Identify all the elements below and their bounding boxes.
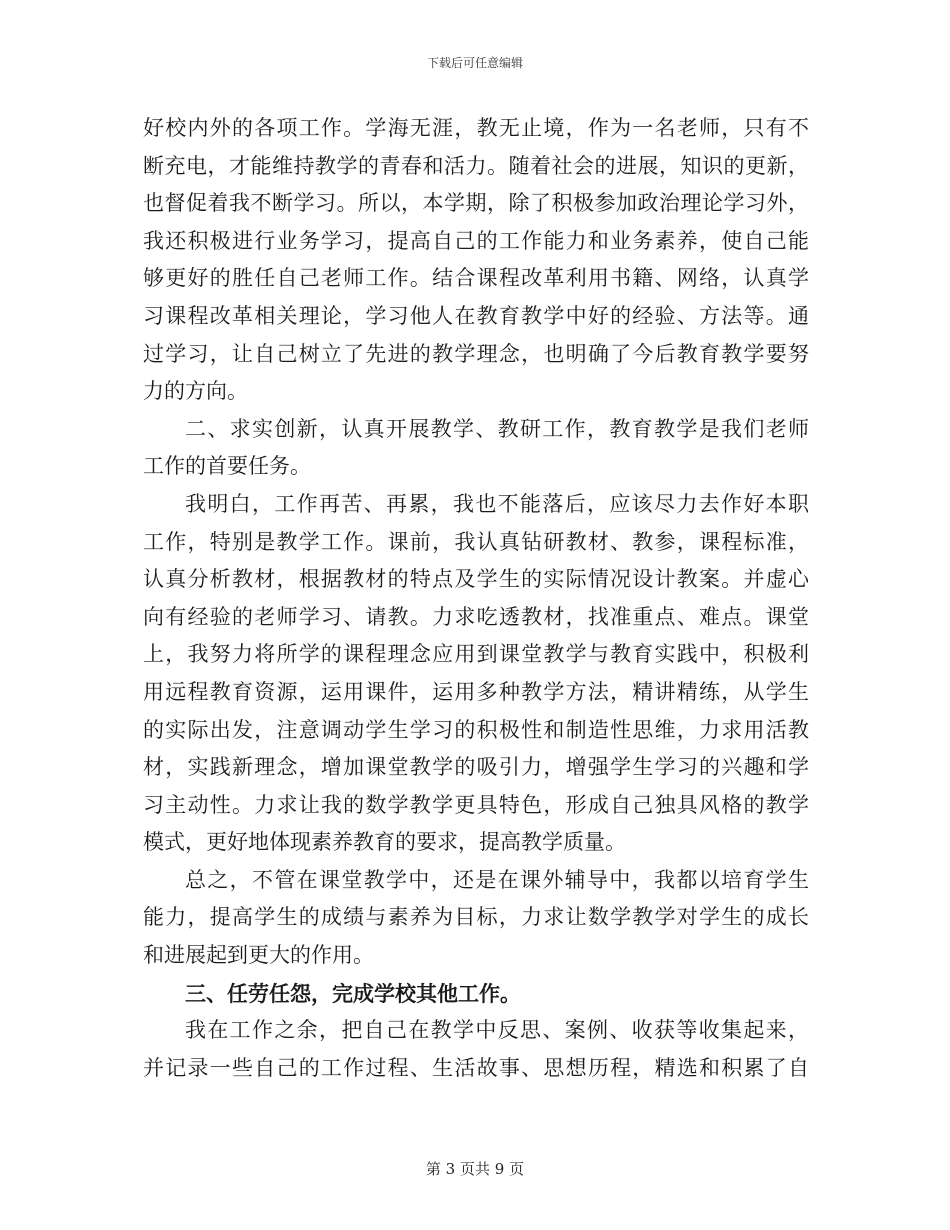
- body-line: 够更好的胜任自己老师工作。结合课程改革利用书籍、网络，认真学: [143, 266, 809, 291]
- body-line: 力的方向。: [143, 379, 248, 404]
- body-line: 我明白，工作再苦、再累，我也不能落后，应该尽力去作好本职: [185, 491, 809, 516]
- body-line: 过学习，让自己树立了先进的教学理念，也明确了今后教育教学要努: [143, 341, 809, 366]
- body-line: 材，实践新理念，增加课堂教学的吸引力，增强学生学习的兴趣和学: [143, 755, 809, 780]
- body-line: 模式，更好地体现素养教育的要求，提高教学质量。: [143, 830, 626, 855]
- document-body: [143, 110, 809, 1087]
- body-line: 好校内外的各项工作。学海无涯，教无止境，作为一名老师，只有不: [143, 116, 809, 140]
- body-line: 并记录一些自己的工作过程、生活故事、思想历程，精选和积累了自: [143, 1055, 809, 1080]
- body-line: 总之，不管在课堂教学中，还是在课外辅导中，我都以培育学生: [185, 867, 809, 892]
- page-number: 第 3 页共 9 页: [425, 1160, 525, 1178]
- body-line: 的实际出发，注意调动学生学习的积极性和制造性思维，力求用活教: [143, 717, 809, 742]
- section-heading-three: 三、任劳任怨，完成学校其他工作。: [185, 980, 521, 1006]
- body-line: 也督促着我不断学习。所以，本学期，除了积极参加政治理论学习外，: [143, 191, 809, 216]
- body-line: 工作，特别是教学工作。课前，我认真钻研教材、教参，课程标准，: [143, 529, 809, 554]
- body-line: 习主动性。力求让我的数学教学更具特色，形成自己独具风格的教学: [143, 792, 809, 817]
- body-line: 我还积极进行业务学习，提高自己的工作能力和业务素养，使自己能: [143, 228, 809, 253]
- body-line: 断充电，才能维持教学的青春和活力。随着社会的进展，知识的更新，: [143, 153, 809, 178]
- body-line: 上，我努力将所学的课程理念应用到课堂教学与教育实践中，积极利: [143, 642, 809, 667]
- body-line: 习课程改革相关理论，学习他人在教育教学中好的经验、方法等。通: [143, 303, 809, 328]
- body-line: 工作的首要任务。: [143, 454, 311, 479]
- body-line: 我在工作之余，把自己在教学中反思、案例、收获等收集起来，: [185, 1018, 809, 1043]
- section-heading-two: 二、求实创新，认真开展教学、教研工作，教育教学是我们老师: [185, 416, 809, 441]
- body-line: 能力，提高学生的成绩与素养为目标，力求让数学教学对学生的成长: [143, 905, 809, 930]
- body-line: 用远程教育资源，运用课件，运用多种教学方法，精讲精练，从学生: [143, 679, 809, 704]
- body-line: 和进展起到更大的作用。: [143, 943, 374, 968]
- body-line: 认真分析教材，根据教材的特点及学生的实际情况设计教案。并虚心: [143, 567, 809, 592]
- body-line: 向有经验的老师学习、请教。力求吃透教材，找准重点、难点。课堂: [143, 604, 809, 629]
- page-header: 下载后可任意编辑: [426, 56, 523, 70]
